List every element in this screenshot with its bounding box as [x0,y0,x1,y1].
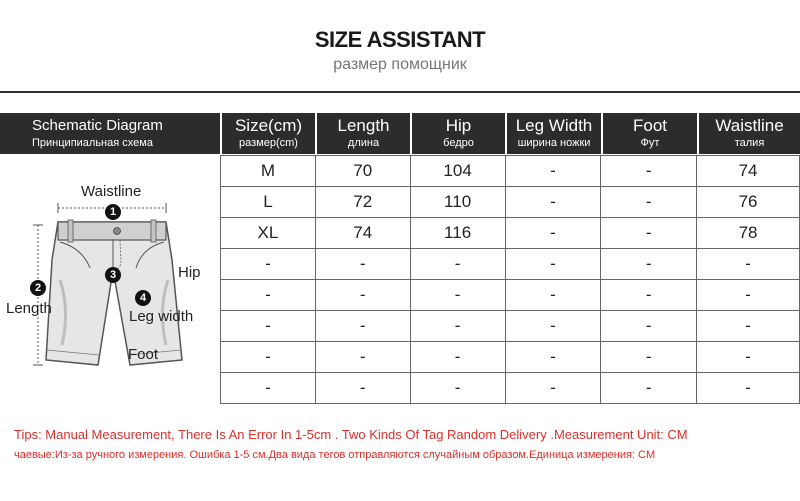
table-row [221,311,800,342]
cell-leg-width: - [505,249,601,280]
cell-leg-width: - [505,373,601,404]
cell-waistline: - [697,280,800,311]
cell-waistline: 74 [697,156,800,187]
tips-russian: чаевые:Из-за ручного измерения. Ошибка 1-5 см.Два вида тегов отправляются случайным образом.Единица измерения: CM [14,449,656,461]
schematic-diagram [0,160,220,410]
table-row [221,218,800,249]
cell-hip: - [410,311,505,342]
cell-foot: - [601,311,697,342]
cell-waistline: - [697,373,800,404]
badge-1: 1 [105,204,121,220]
header-schematic: Schematic Diagram Принципиальная схема [32,117,163,149]
cell-foot: - [601,373,697,404]
cell-leg-width: - [505,342,601,373]
cell-leg-width: - [505,280,601,311]
title-divider [0,91,800,93]
cell-hip: - [410,280,505,311]
cell-waistline: - [697,342,800,373]
cell-size: - [221,249,316,280]
table-row [221,342,800,373]
cell-hip: - [410,373,505,404]
page-subtitle: размер помощник [333,56,467,73]
header-length: Length длина [315,113,410,154]
cell-size: - [221,311,316,342]
cell-leg-width: - [505,156,601,187]
cell-length: - [315,249,410,280]
cell-length: - [315,311,410,342]
length-label: Length [6,300,52,317]
badge-2: 2 [30,280,46,296]
cell-foot: - [601,156,697,187]
cell-length: - [315,342,410,373]
cell-size: - [221,342,316,373]
cell-length: 70 [315,156,410,187]
cell-leg-width: - [505,311,601,342]
cell-hip: 116 [410,218,505,249]
cell-size: - [221,280,316,311]
cell-hip: 104 [410,156,505,187]
cell-length: - [315,280,410,311]
cell-waistline: - [697,311,800,342]
table-header [0,113,800,154]
cell-size: M [221,156,316,187]
cell-leg-width: - [505,187,601,218]
table-row [221,280,800,311]
cell-waistline: - [697,249,800,280]
header-foot: Foot Фут [601,113,697,154]
cell-foot: - [601,187,697,218]
cell-foot: - [601,218,697,249]
header-hip: Hip бедро [410,113,505,154]
table-row [221,249,800,280]
table-row [221,373,800,404]
hip-label: Hip [178,264,201,281]
header-size: Size(cm) размер(cm) [220,113,315,154]
leg-width-label: Leg width [129,308,194,325]
cell-size: XL [221,218,316,249]
cell-length: 72 [315,187,410,218]
header-leg-width: Leg Width ширина ножки [505,113,601,154]
cell-size: - [221,373,316,404]
table-row [221,187,800,218]
tips-english: Tips: Manual Measurement, There Is An Error In 1-5cm . Two Kinds Of Tag Random Delivery .Measurement Unit: CM [14,427,688,442]
cell-size: L [221,187,316,218]
size-table [220,155,800,404]
cell-foot: - [601,280,697,311]
table-row [221,156,800,187]
cell-foot: - [601,342,697,373]
badge-4: 4 [135,290,151,306]
waistline-label: Waistline [81,183,142,200]
page-title: SIZE ASSISTANT [314,27,486,52]
cell-foot: - [601,249,697,280]
cell-leg-width: - [505,218,601,249]
badge-3: 3 [105,267,121,283]
cell-length: 74 [315,218,410,249]
cell-hip: 110 [410,187,505,218]
foot-label: Foot [128,346,159,363]
cell-waistline: 78 [697,218,800,249]
cell-hip: - [410,249,505,280]
cell-length: - [315,373,410,404]
cell-waistline: 76 [697,187,800,218]
cell-hip: - [410,342,505,373]
header-waistline: Waistline талия [697,113,800,154]
